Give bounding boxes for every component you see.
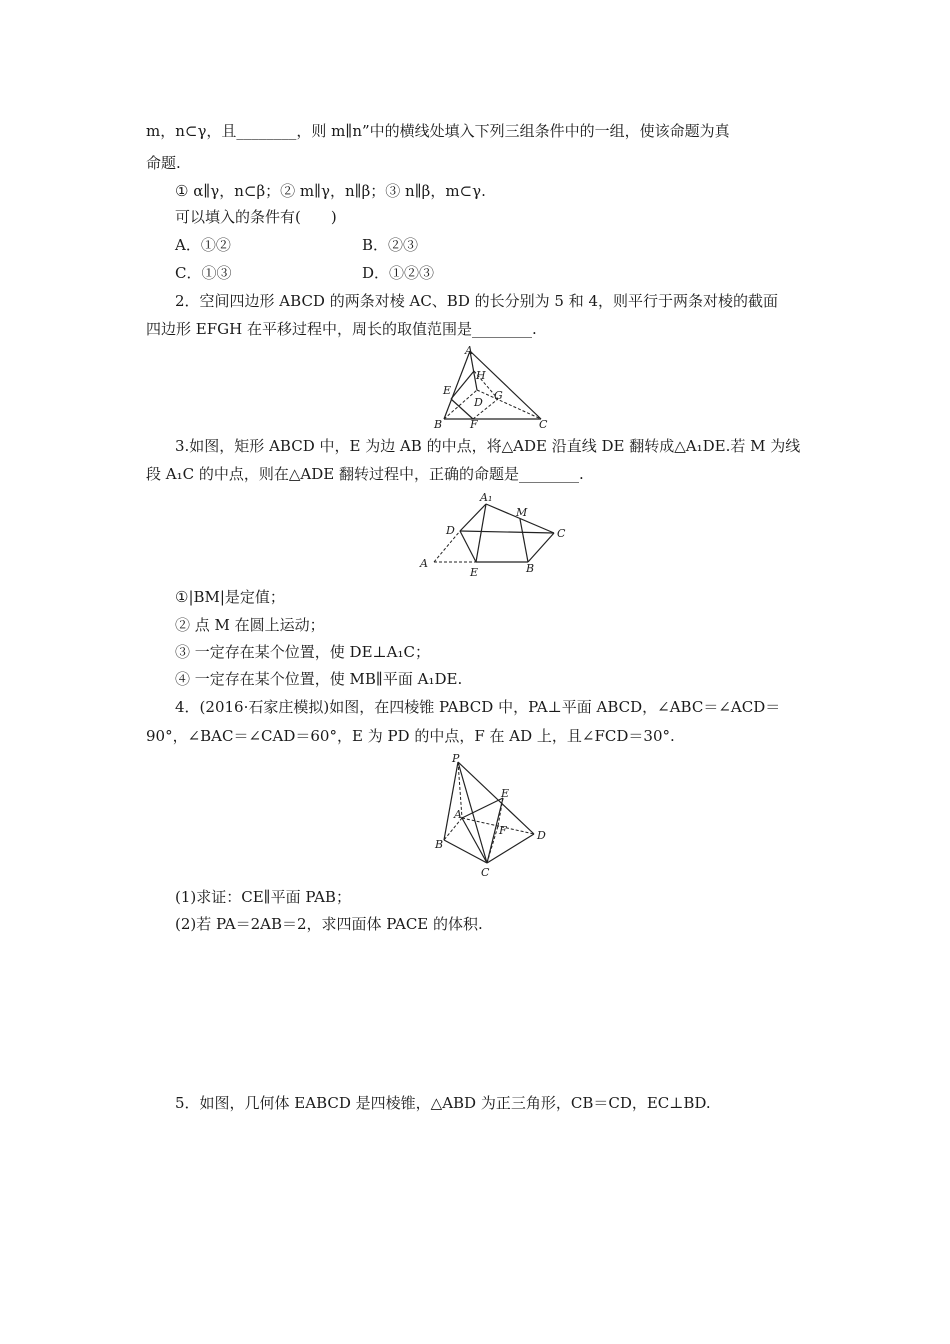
q3-line1: 3.如图，矩形 ABCD 中，E 为边 AB 的中点，将△ADE 沿直线 DE 翻转成△A₁DE.若 M 为线 bbox=[175, 437, 801, 455]
fig3-label-a: A bbox=[420, 557, 428, 570]
q2-line2: 四边形 EFGH 在平移过程中，周长的取值范围是________. bbox=[146, 320, 537, 338]
fig2-label-a: A bbox=[465, 344, 473, 357]
q2-line1: 2．空间四边形 ABCD 的两条对棱 AC、BD 的长分别为 5 和 4，则平行于两条对棱的截面 bbox=[175, 292, 779, 310]
q3-item-4: ④ 一定存在某个位置，使 MB∥平面 A₁DE. bbox=[175, 670, 463, 688]
q1-option-d: D．①②③ bbox=[362, 264, 435, 282]
fig3-label-m: M bbox=[516, 506, 528, 519]
fig2-label-g: G bbox=[494, 389, 503, 402]
fig2-label-d: D bbox=[474, 396, 483, 409]
fig4-label-e: E bbox=[501, 787, 510, 800]
fig2-label-c: C bbox=[539, 418, 548, 430]
fig3-label-c: C bbox=[557, 527, 566, 540]
fig4-label-c: C bbox=[481, 866, 490, 879]
tetrahedron-figure bbox=[420, 342, 560, 430]
fig2-label-e: E bbox=[443, 384, 452, 397]
fig4-label-f: F bbox=[499, 824, 507, 837]
q3-line2: 段 A₁C 的中点，则在△ADE 翻转过程中，正确的命题是________. bbox=[146, 465, 584, 483]
pyramid-figure bbox=[432, 752, 558, 880]
q1-option-a: A．①② bbox=[175, 236, 231, 254]
q3-item-3: ③ 一定存在某个位置，使 DE⊥A₁C； bbox=[175, 643, 430, 661]
q1-conditions: ① α∥γ，n⊂β；② m∥γ，n∥β；③ n∥β，m⊂γ. bbox=[175, 182, 486, 200]
fig3-label-d: D bbox=[446, 524, 455, 537]
fig4-label-p: P bbox=[452, 752, 460, 765]
q3-item-1: ①|BM|是定值； bbox=[175, 588, 285, 606]
q1-option-c: C．①③ bbox=[175, 264, 232, 282]
fig3-label-b: B bbox=[526, 562, 535, 575]
fig3-label-e: E bbox=[470, 566, 479, 579]
q4-line1: 4．(2016·石家庄模拟)如图，在四棱锥 PABCD 中，PA⊥平面 ABCD，∠ABC＝∠ACD＝ bbox=[175, 698, 781, 716]
q1-ask: 可以填入的条件有( ) bbox=[175, 208, 337, 226]
fig2-label-b: B bbox=[434, 418, 443, 430]
q3-item-2: ② 点 M 在圆上运动； bbox=[175, 616, 325, 634]
q4-part2: (2)若 PA＝2AB＝2，求四面体 PACE 的体积. bbox=[175, 915, 483, 933]
fig4-label-b: B bbox=[435, 838, 444, 851]
fig4-label-a: A bbox=[454, 808, 462, 821]
q4-line2: 90°，∠BAC＝∠CAD＝60°，E 为 PD 的中点，F 在 AD 上，且∠FCD＝30°. bbox=[146, 727, 675, 745]
q1-option-b: B．②③ bbox=[362, 236, 419, 254]
rectangle-fold-figure bbox=[414, 488, 574, 580]
fig4-label-d: D bbox=[537, 829, 546, 842]
fig2-label-f: F bbox=[470, 418, 478, 430]
q1-line2: 命题. bbox=[146, 154, 181, 172]
fig3-label-a1: A₁ bbox=[480, 491, 493, 504]
q1-line1: m，n⊂γ，且________，则 m∥n”中的横线处填入下列三组条件中的一组，使该命题为真 bbox=[146, 122, 730, 140]
q5-line1: 5．如图，几何体 EABCD 是四棱锥，△ABD 为正三角形，CB＝CD，EC⊥BD. bbox=[175, 1094, 711, 1112]
fig2-label-h: H bbox=[476, 369, 486, 382]
q4-part1: (1)求证：CE∥平面 PAB； bbox=[175, 888, 351, 906]
